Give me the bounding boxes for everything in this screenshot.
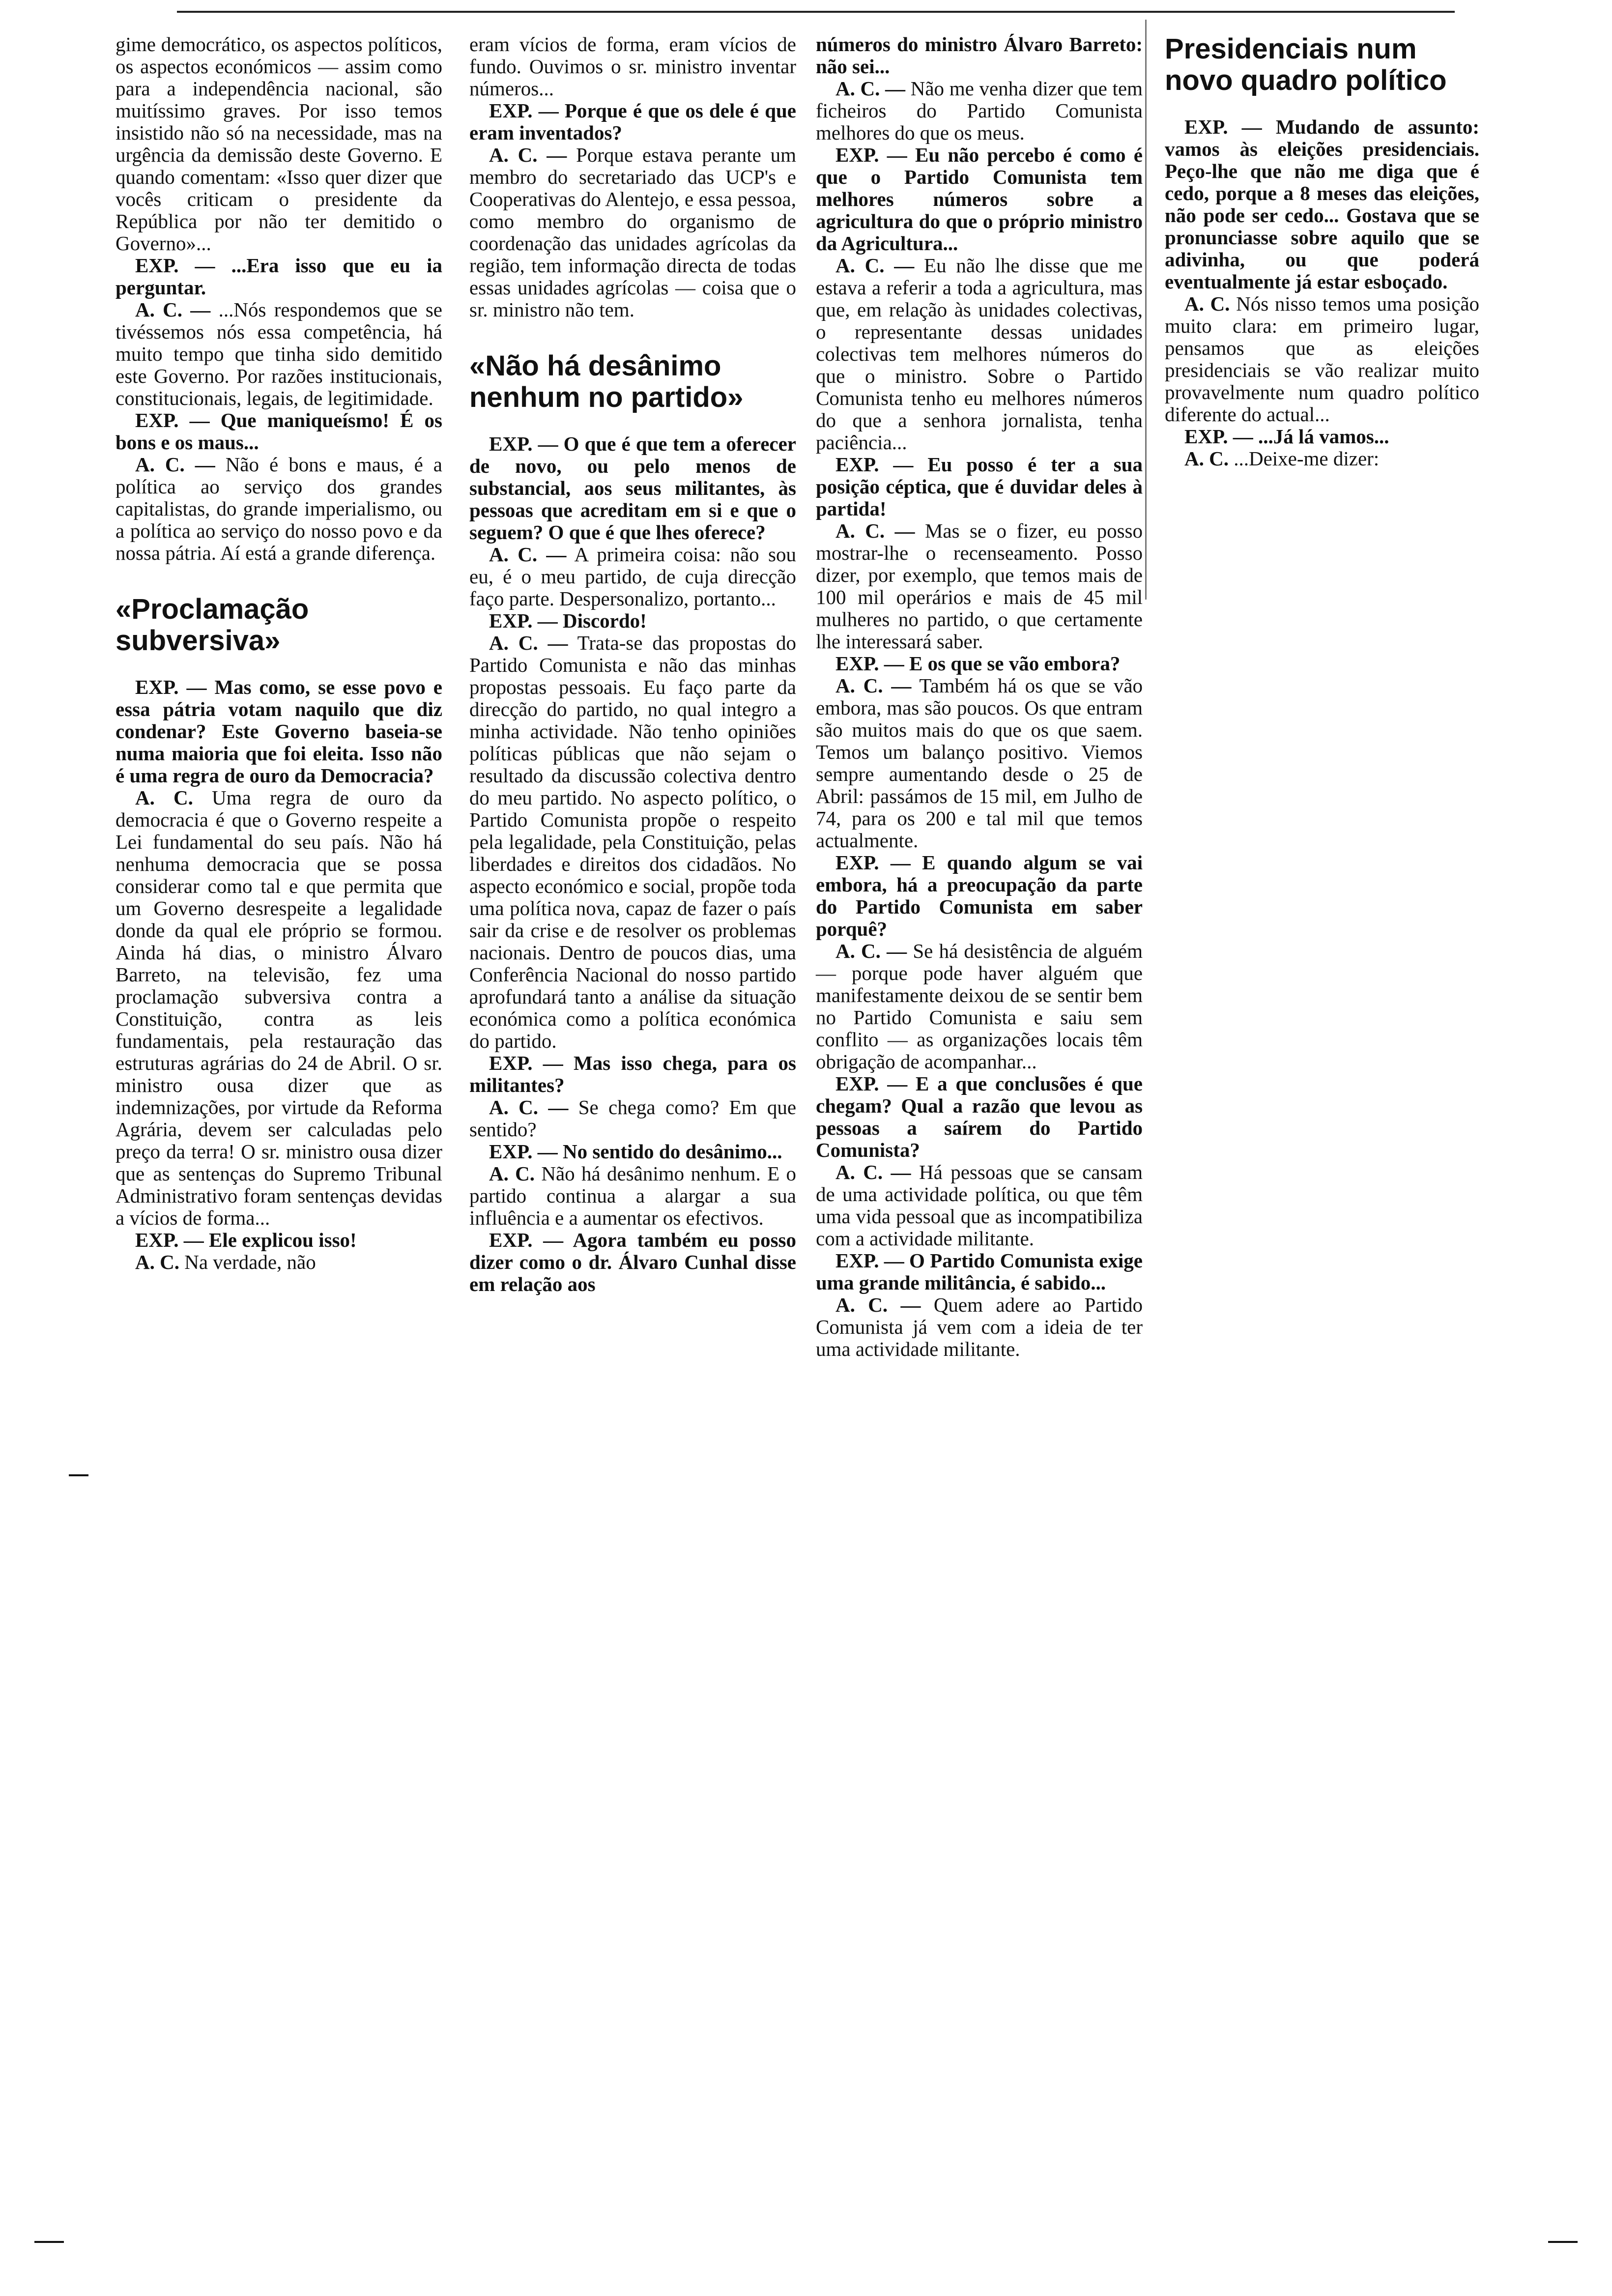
column-rule: [1145, 20, 1147, 600]
interviewer-question: [816, 1073, 1143, 1161]
interviewer-question: [1165, 116, 1479, 293]
interviewer-question: [469, 1052, 796, 1096]
interviewer-question: [816, 33, 1143, 78]
body-text: Nós nisso temos uma posição muito clara: em primeiro lugar, pensamos que as eleições presidenciais se vão realizar muito provavelmente num quadro político diferente do actual...: [1165, 292, 1480, 426]
section-heading: «Proclamação subversiva»: [115, 593, 309, 657]
body-text: Uma regra de ouro da democracia é que o Governo respeite a Lei fundamental do seu país. Não há nenhuma democracia que se possa considerar como tal e que permita que um Governo desrespeite a legalidade donde da qual ele próprio se formou. Ainda há dias, o ministro Álvaro Barreto, na televisão, fez uma proclamação subversiva contra a Constituição, contra as leis fundamentais, pela restauração das estruturas agrárias do 24 de Abril. O sr. ministro ousa dizer que as indemnizações, por virtude da Reforma Agrária, devem ser calculadas pelo preço da terra! O sr. ministro ousa dizer que as sentenças do Supremo Tribunal Administrativo foram sentenças devidas a vícios de forma...: [115, 786, 443, 1229]
interviewer-question: [469, 433, 796, 544]
interviewer-question: [1165, 426, 1479, 448]
section-heading: «Não há desânimo nenhum no partido»: [469, 350, 744, 413]
body-text: ...Era isso que eu ia perguntar.: [115, 254, 443, 299]
interviewer-question: [115, 1229, 442, 1251]
interviewee-answer: [115, 787, 442, 1229]
body-text: Eu não percebo é como é que o Partido Comunista tem melhores números sobre a agricultura do que o próprio ministro da Agricultura...: [816, 144, 1143, 255]
speaker-label: A. C. —: [835, 77, 906, 100]
body-text: eram vícios de forma, eram vícios de fundo. Ouvimos o sr. ministro inventar números...: [469, 33, 796, 100]
body-text: Se há desistência de alguém — porque pode haver alguém que manifestamente deixou de se sentir bem no Partido Comunista e saiu sem conflito — as organizações locais têm obrigação de acompanhar...: [816, 940, 1143, 1073]
speaker-label: EXP. —: [835, 453, 914, 476]
interviewer-question: [115, 255, 442, 299]
speaker-label: A. C.: [135, 786, 193, 809]
body-text: Eu não lhe disse que me estava a referir a toda a agricultura, mas que, em relação às unidades colectivas, o representante dessas unidades colectivas tem melhores números do que o ministro. Sobre o Partido Comunista tenho eu melhores números do que a senhora jornalista, tenha paciência...: [816, 254, 1143, 454]
body-text: Mas se o fizer, eu posso mostrar-lhe o recenseamento. Posso dizer, por exemplo, que temos mais de 100 mil operários e mais de 45 mil mulheres no partido, o que certamente lhe interessará saber.: [816, 519, 1143, 653]
speaker-label: A. C. —: [489, 631, 568, 654]
interviewee-answer: [816, 940, 1143, 1073]
speaker-label: EXP. —: [135, 254, 215, 277]
interviewer-question: [816, 653, 1143, 675]
body-text: Agora também eu posso dizer como o dr. Álvaro Cunhal disse em relação aos: [469, 1229, 796, 1295]
interviewee-answer: [816, 1161, 1143, 1250]
speaker-label: EXP. —: [135, 1229, 204, 1251]
body-text: Mas como, se esse povo e essa pátria votam naquilo que diz condenar? Este Governo baseia-se numa maioria que foi eleita. Isso não é uma regra de ouro da Democracia?: [115, 676, 442, 787]
body-text: Não há desânimo nenhum. E o partido continua a alargar a sua influência e a aumentar os efectivos.: [469, 1162, 797, 1229]
interviewer-question: [816, 144, 1143, 255]
speaker-label: A. C.: [1184, 292, 1230, 315]
speaker-label: A. C. —: [835, 940, 907, 962]
speaker-label: EXP. —: [489, 1140, 558, 1163]
crop-mark: [1548, 2241, 1578, 2243]
speaker-label: EXP. —: [835, 851, 911, 874]
body-text: Na verdade, não: [184, 1251, 316, 1273]
body-text: O que é que tem a oferecer de novo, ou pelo menos de substancial, aos seus militantes, às pessoas que acreditam em si e que o seguem? O que é que lhes oferece?: [469, 432, 796, 544]
crop-mark: [69, 1474, 88, 1476]
speaker-label: EXP. —: [489, 1052, 563, 1074]
speaker-label: EXP. —: [135, 409, 210, 431]
top-rule: [177, 11, 1455, 13]
body-text: No sentido do desânimo...: [563, 1140, 782, 1163]
interviewer-question: [469, 100, 796, 144]
body-text: Trata-se das propostas do Partido Comunista e não das minhas propostas pessoais. Eu faço parte da direcção do partido, no qual integro a minha actividade. Não tenho opiniões políticas públicas que não sejam o resultado da discussão colectiva dentro do meu partido. No aspecto político, o Partido Comunista propõe o respeito pela legalidade, pela Constituição, pelas liberdades e direitos dos cidadãos. No aspecto económico e social, propõe toda uma política nova, capaz de fazer o país sair da crise e de resolver os problemas nacionais. Dentro de poucos dias, uma Conferência Nacional do nosso partido aprofundará tanto a análise da situação económica como a política económica do partido.: [469, 631, 797, 1052]
speaker-label: EXP. —: [489, 609, 558, 632]
speaker-label: A. C. —: [489, 144, 567, 166]
crop-mark: [34, 2241, 64, 2243]
article-column-4: [1165, 33, 1479, 470]
paragraph: [115, 33, 442, 255]
body-text: Mudando de assunto: vamos às eleições presidenciais. Peço-lhe que não me diga que é cedo, porque a 8 meses das eleições, não pode ser cedo... Gostava que se pronunciasse sobre aquilo que se adivinha, ou que poderá eventualmente já estar esboçado.: [1165, 115, 1480, 293]
interviewee-answer: [816, 520, 1143, 653]
interviewee-answer: [816, 255, 1143, 454]
body-text: Mas isso chega, para os militantes?: [469, 1052, 796, 1096]
speaker-label: EXP. —: [835, 652, 904, 675]
body-text: Ele explicou isso!: [209, 1229, 357, 1251]
interviewer-question: [469, 1229, 796, 1295]
body-text: Porque estava perante um membro do secretariado das UCP's e Cooperativas do Alentejo, e essa pessoa, como membro do organismo de coordenação das unidades agrícolas da região, tem informação directa de todas essas unidades agrícolas — coisa que o sr. ministro não tem.: [469, 144, 797, 321]
body-text: números do ministro Álvaro Barreto: não sei...: [816, 33, 1143, 78]
interviewee-answer: [469, 144, 796, 321]
body-text: ...Nós respondemos que se tivéssemos nós essa competência, há muito tempo que tinha sido demitido este Governo. Por razões institucionais, constitucionais, legais, de legitimidade.: [115, 298, 443, 409]
speaker-label: A. C. —: [135, 453, 215, 476]
body-text: E a que conclusões é que chegam? Qual a razão que levou as pessoas a saírem do Partido Comunista?: [816, 1072, 1143, 1161]
interviewer-question: [115, 676, 442, 787]
article-column-2: [469, 33, 796, 1295]
body-text: Também há os que se vão embora, mas são poucos. Os que entram são muitos mais do que os que saem. Temos um balanço positivo. Viemos sempre aumentando desde o 25 de Abril: passámos de 15 mil, em Julho de 74, para os 200 e tal mil que temos actualmente.: [816, 674, 1143, 852]
speaker-label: A. C. —: [489, 543, 567, 566]
interviewee-answer: [816, 78, 1143, 144]
interviewer-question: [816, 454, 1143, 520]
interviewee-answer: [469, 1163, 796, 1229]
interviewee-answer: [469, 544, 796, 610]
interviewee-answer: [1165, 448, 1479, 470]
speaker-label: EXP. —: [835, 144, 907, 166]
body-text: E os que se vão embora?: [909, 652, 1121, 675]
speaker-label: A. C. —: [835, 674, 912, 697]
speaker-label: A. C. —: [835, 254, 915, 277]
body-text: Há pessoas que se cansam de uma actividade política, ou que têm uma vida pessoal que as incompatibiliza com a actividade militante.: [816, 1161, 1143, 1250]
interviewee-answer: [1165, 293, 1479, 426]
interviewee-answer: [115, 299, 442, 409]
body-text: E quando algum se vai embora, há a preocupação da parte do Partido Comunista em saber porquê?: [816, 851, 1143, 940]
body-text: gime democrático, os aspectos políticos, os aspectos económicos — assim como para a independência nacional, são muitíssimo graves. Por isso temos insistido não só na necessidade, mas na urgência da demissão deste Governo. E quando comentam: «Isso quer dizer que vocês criticam o presidente da República por não ter demitido o Governo»...: [115, 33, 442, 255]
interviewee-answer: [469, 632, 796, 1052]
body-text: Não é bons e maus, é a política ao serviço dos grandes capitalistas, do grande imperialismo, ou a política ao serviço do nosso povo e da nossa pátria. Aí está a grande diferença.: [115, 453, 442, 564]
speaker-label: EXP. —: [835, 1072, 908, 1095]
speaker-label: A. C. —: [835, 1293, 921, 1316]
body-text: ...Já lá vamos...: [1258, 425, 1389, 448]
speaker-label: A. C. —: [835, 1161, 911, 1183]
interviewee-answer: [816, 1294, 1143, 1360]
speaker-label: EXP. —: [489, 432, 558, 455]
speaker-label: A. C. —: [489, 1096, 569, 1119]
interviewee-answer: [816, 675, 1143, 852]
speaker-label: EXP. —: [835, 1249, 904, 1272]
paragraph: [469, 33, 796, 100]
speaker-label: EXP. —: [489, 1229, 564, 1251]
body-text: Quem adere ao Partido Comunista já vem com a ideia de ter uma actividade militante.: [816, 1293, 1143, 1360]
speaker-label: EXP. —: [489, 99, 559, 122]
article-column-1: [115, 33, 442, 1273]
body-text: Porque é que os dele é que eram inventados?: [469, 99, 797, 144]
body-text: A primeira coisa: não sou eu, é o meu partido, de cuja direcção faço parte. Despersonalizo, portanto...: [469, 543, 796, 610]
interviewer-question: [115, 409, 442, 454]
speaker-label: EXP. —: [1184, 115, 1262, 138]
section-heading: Presidenciais num novo quadro político: [1165, 33, 1447, 96]
speaker-label: A. C.: [489, 1162, 535, 1185]
speaker-label: A. C. —: [135, 298, 211, 321]
article-column-3: [816, 33, 1143, 1360]
body-text: O Partido Comunista exige uma grande militância, é sabido...: [816, 1249, 1143, 1294]
speaker-label: EXP. —: [1184, 425, 1253, 448]
speaker-label: A. C. —: [835, 519, 915, 542]
body-text: Que maniqueísmo! É os bons e os maus...: [115, 409, 442, 454]
body-text: Eu posso é ter a sua posição céptica, que é duvidar deles à partida!: [816, 453, 1143, 520]
interviewee-answer: [469, 1096, 796, 1141]
speaker-label: A. C.: [135, 1251, 179, 1273]
speaker-label: A. C.: [1184, 447, 1229, 470]
body-text: Discordo!: [563, 609, 647, 632]
body-text: Se chega como? Em que sentido?: [469, 1096, 797, 1141]
interviewee-answer: [115, 454, 442, 564]
body-text: ...Deixe-me dizer:: [1234, 447, 1380, 470]
interviewee-answer: [115, 1251, 442, 1273]
interviewer-question: [469, 1141, 796, 1163]
interviewer-question: [816, 1250, 1143, 1294]
body-text: Não me venha dizer que tem ficheiros do Partido Comunista melhores do que os meus.: [816, 77, 1143, 144]
speaker-label: EXP. —: [135, 676, 207, 698]
interviewer-question: [469, 610, 796, 632]
interviewer-question: [816, 852, 1143, 940]
